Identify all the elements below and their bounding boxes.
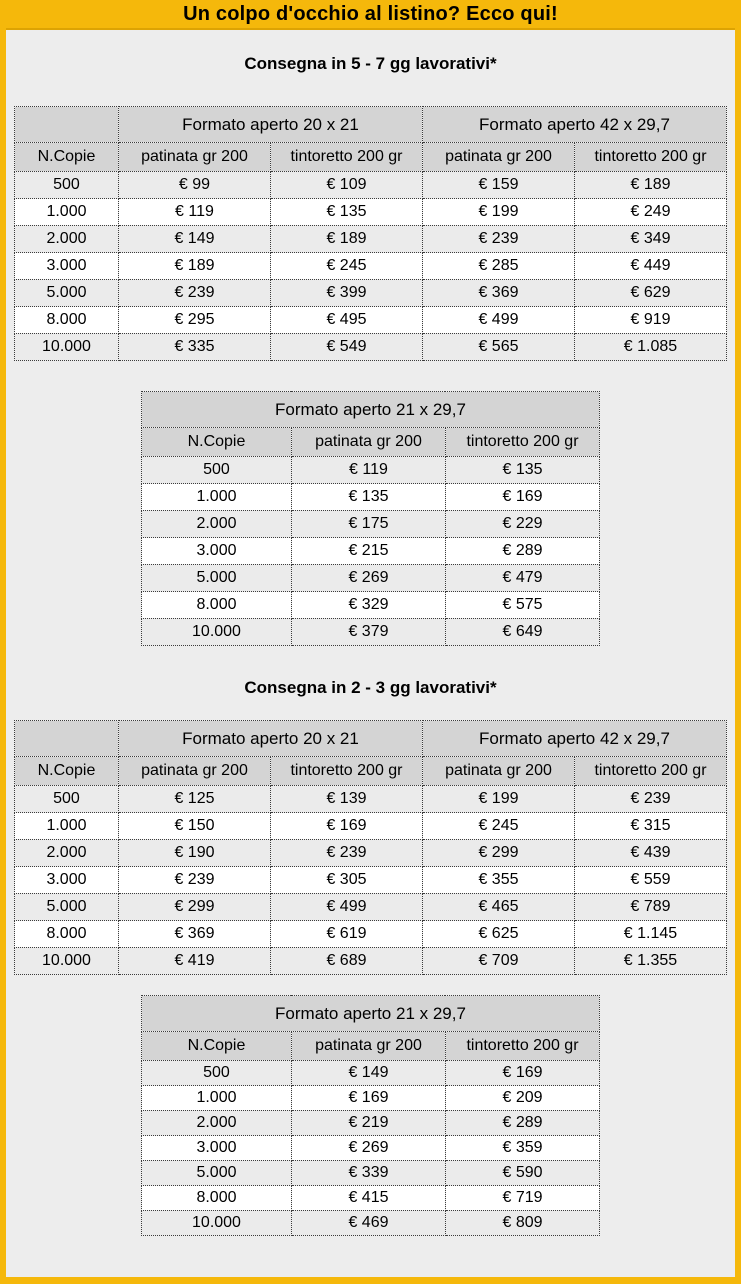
price-cell: € 590 [445,1161,599,1186]
copies-column-header: N.Copie [14,143,118,172]
price-cell: € 189 [270,226,422,253]
price-cell: € 295 [118,307,270,334]
price-cell: € 190 [118,840,270,867]
table-row [14,199,726,226]
price-cell: € 149 [291,1061,445,1086]
copies-cell: 10.000 [141,619,291,646]
price-cell: € 199 [422,199,574,226]
format-group-header: Formato aperto 20 x 21 [118,721,422,757]
paper-column-header: tintoretto 200 gr [445,428,599,457]
price-cell: € 245 [422,813,574,840]
table-row [14,894,726,921]
price-cell: € 299 [118,894,270,921]
price-table-body [14,172,726,361]
price-cell: € 419 [118,948,270,975]
price-cell: € 189 [118,253,270,280]
price-cell: € 335 [118,334,270,361]
copies-cell: 10.000 [141,1211,291,1236]
column-header-row [14,143,726,172]
table-row [141,1086,599,1111]
copies-cell: 5.000 [14,280,118,307]
paper-column-header: patinata gr 200 [422,757,574,786]
price-cell: € 789 [574,894,726,921]
table-row [141,1186,599,1211]
table-row [141,1061,599,1086]
table-row [141,1211,599,1236]
copies-cell: 10.000 [14,334,118,361]
table-row [141,592,599,619]
price-cell: € 499 [270,894,422,921]
price-cell: € 919 [574,307,726,334]
price-cell: € 209 [445,1086,599,1111]
table-row [141,484,599,511]
column-header-row [141,1032,599,1061]
price-cell: € 169 [445,484,599,511]
price-cell: € 119 [291,457,445,484]
price-cell: € 359 [445,1136,599,1161]
table-row [141,538,599,565]
price-table-5-7gg-large-formats [14,106,727,361]
price-cell: € 315 [574,813,726,840]
price-cell: € 239 [270,840,422,867]
copies-cell: 1.000 [141,484,291,511]
corner-cell [14,107,118,143]
price-cell: € 135 [445,457,599,484]
price-cell: € 1.145 [574,921,726,948]
table-row [14,334,726,361]
section-heading-2-3gg: Consegna in 2 - 3 gg lavorativi* [244,678,497,697]
copies-cell: 3.000 [14,867,118,894]
copies-cell: 3.000 [141,538,291,565]
price-cell: € 199 [422,786,574,813]
price-cell: € 565 [422,334,574,361]
price-cell: € 215 [291,538,445,565]
price-cell: € 449 [574,253,726,280]
price-cell: € 415 [291,1186,445,1211]
table-row [14,921,726,948]
table-row [14,948,726,975]
price-cell: € 809 [445,1211,599,1236]
price-cell: € 245 [270,253,422,280]
copies-cell: 5.000 [141,565,291,592]
copies-cell: 2.000 [14,226,118,253]
copies-cell: 5.000 [14,894,118,921]
price-cell: € 269 [291,1136,445,1161]
format-group-header: Formato aperto 42 x 29,7 [422,721,726,757]
price-cell: € 125 [118,786,270,813]
price-cell: € 239 [422,226,574,253]
price-cell: € 189 [574,172,726,199]
page-title: Un colpo d'occhio al listino? Ecco qui! [0,0,741,30]
table-row [14,226,726,253]
price-cell: € 479 [445,565,599,592]
price-cell: € 339 [291,1161,445,1186]
table-row [14,867,726,894]
copies-cell: 1.000 [14,199,118,226]
price-cell: € 1.085 [574,334,726,361]
price-cell: € 169 [445,1061,599,1086]
price-table-2-3gg-21x29 [141,995,600,1236]
copies-cell: 8.000 [141,592,291,619]
price-cell: € 269 [291,565,445,592]
price-cell: € 499 [422,307,574,334]
copies-column-header: N.Copie [141,1032,291,1061]
section-heading-5-7gg: Consegna in 5 - 7 gg lavorativi* [244,54,497,73]
price-cell: € 149 [118,226,270,253]
price-cell: € 469 [291,1211,445,1236]
table-row [141,457,599,484]
price-cell: € 135 [291,484,445,511]
copies-column-header: N.Copie [14,757,118,786]
price-cell: € 369 [422,280,574,307]
paper-column-header: tintoretto 200 gr [574,757,726,786]
copies-cell: 500 [141,457,291,484]
paper-column-header: patinata gr 200 [291,1032,445,1061]
table-row [14,172,726,199]
price-table-2-3gg-large-formats [14,720,727,975]
table-row [14,307,726,334]
table-row [141,1136,599,1161]
copies-cell: 500 [14,786,118,813]
copies-cell: 10.000 [14,948,118,975]
price-cell: € 649 [445,619,599,646]
price-cell: € 379 [291,619,445,646]
price-table-body [141,457,599,646]
table-row [14,840,726,867]
table-row [141,1111,599,1136]
table-row [14,280,726,307]
paper-column-header: tintoretto 200 gr [574,143,726,172]
paper-column-header: patinata gr 200 [118,757,270,786]
column-header-row [14,757,726,786]
price-cell: € 139 [270,786,422,813]
copies-cell: 8.000 [14,307,118,334]
copies-cell: 500 [141,1061,291,1086]
copies-cell: 8.000 [14,921,118,948]
table-row [141,511,599,538]
price-cell: € 249 [574,199,726,226]
price-cell: € 299 [422,840,574,867]
price-cell: € 465 [422,894,574,921]
price-cell: € 439 [574,840,726,867]
price-cell: € 119 [118,199,270,226]
table-row [141,1161,599,1186]
price-cell: € 289 [445,1111,599,1136]
price-cell: € 99 [118,172,270,199]
price-cell: € 1.355 [574,948,726,975]
price-cell: € 229 [445,511,599,538]
group-header-row [141,392,599,428]
price-cell: € 239 [118,867,270,894]
table-row [14,253,726,280]
group-header-row [14,107,726,143]
price-cell: € 575 [445,592,599,619]
price-cell: € 150 [118,813,270,840]
format-group-header: Formato aperto 20 x 21 [118,107,422,143]
paper-column-header: tintoretto 200 gr [445,1032,599,1061]
price-cell: € 689 [270,948,422,975]
price-cell: € 239 [118,280,270,307]
price-cell: € 285 [422,253,574,280]
copies-cell: 1.000 [14,813,118,840]
price-cell: € 305 [270,867,422,894]
copies-cell: 2.000 [14,840,118,867]
price-table-5-7gg-21x29 [141,391,600,646]
paper-column-header: tintoretto 200 gr [270,143,422,172]
copies-column-header: N.Copie [141,428,291,457]
format-group-header: Formato aperto 42 x 29,7 [422,107,726,143]
price-cell: € 559 [574,867,726,894]
price-cell: € 629 [574,280,726,307]
price-cell: € 329 [291,592,445,619]
group-header-row [14,721,726,757]
copies-cell: 500 [14,172,118,199]
copies-cell: 2.000 [141,511,291,538]
price-cell: € 169 [291,1086,445,1111]
price-cell: € 159 [422,172,574,199]
price-cell: € 719 [445,1186,599,1211]
column-header-row [141,428,599,457]
format-group-header: Formato aperto 21 x 29,7 [141,996,599,1032]
copies-cell: 5.000 [141,1161,291,1186]
price-cell: € 109 [270,172,422,199]
price-cell: € 355 [422,867,574,894]
copies-cell: 8.000 [141,1186,291,1211]
price-cell: € 369 [118,921,270,948]
copies-cell: 1.000 [141,1086,291,1111]
price-cell: € 625 [422,921,574,948]
price-cell: € 549 [270,334,422,361]
copies-cell: 2.000 [141,1111,291,1136]
group-header-row [141,996,599,1032]
price-cell: € 175 [291,511,445,538]
price-cell: € 135 [270,199,422,226]
price-cell: € 399 [270,280,422,307]
table-row [141,619,599,646]
paper-column-header: patinata gr 200 [291,428,445,457]
price-cell: € 619 [270,921,422,948]
price-cell: € 709 [422,948,574,975]
price-table-body [141,1061,599,1236]
price-cell: € 239 [574,786,726,813]
paper-column-header: patinata gr 200 [422,143,574,172]
copies-cell: 3.000 [141,1136,291,1161]
table-row [141,565,599,592]
paper-column-header: tintoretto 200 gr [270,757,422,786]
price-cell: € 349 [574,226,726,253]
corner-cell [14,721,118,757]
copies-cell: 3.000 [14,253,118,280]
price-cell: € 289 [445,538,599,565]
price-cell: € 169 [270,813,422,840]
table-row [14,786,726,813]
price-cell: € 219 [291,1111,445,1136]
format-group-header: Formato aperto 21 x 29,7 [141,392,599,428]
table-row [14,813,726,840]
price-table-body [14,786,726,975]
price-cell: € 495 [270,307,422,334]
paper-column-header: patinata gr 200 [118,143,270,172]
